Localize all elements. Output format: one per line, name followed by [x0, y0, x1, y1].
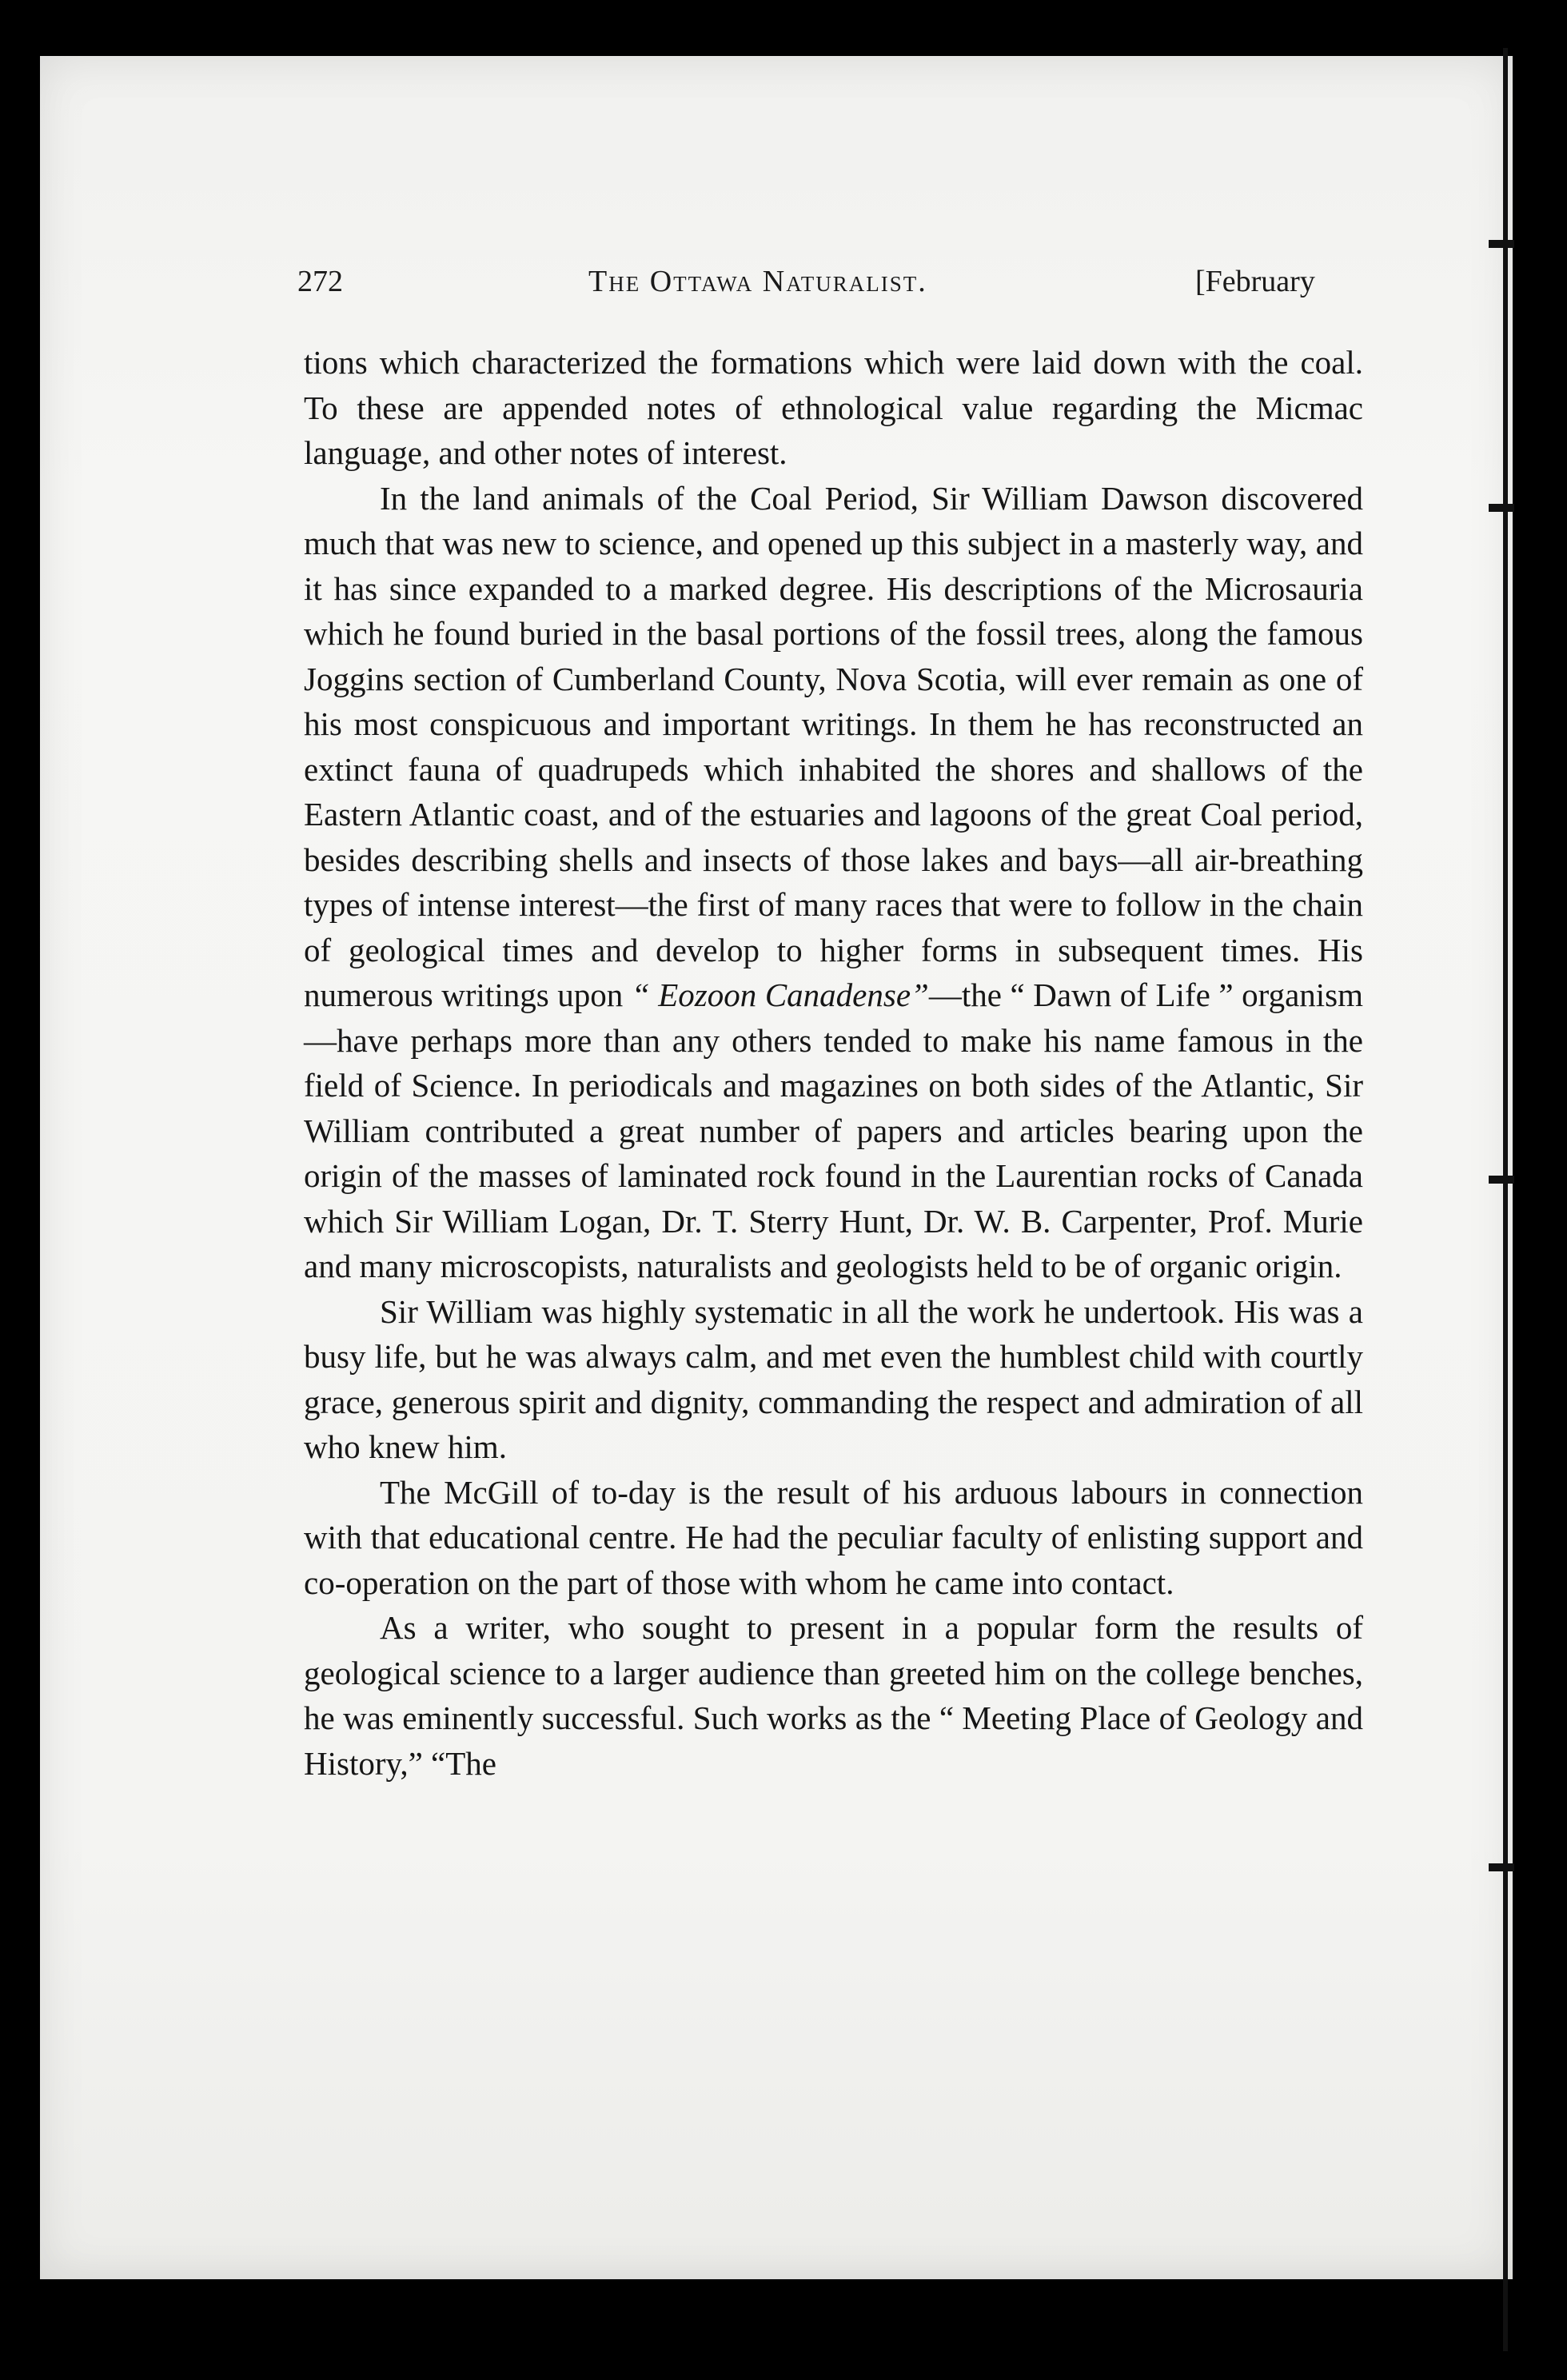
page-header	[0, 264, 1567, 304]
paragraph	[304, 476, 1363, 1289]
paragraph: tions which characterized the formations which were laid down with the coal. To these are appended notes of ethnological value regarding the Micmac language, and other notes of interest.	[304, 344, 1363, 471]
edge-tick-mark	[1489, 1863, 1514, 1871]
edge-tick-mark	[1489, 1176, 1514, 1184]
paragraph-text: In the land animals of the Coal Period, Sir William Dawson discovered much that was new to science, and opened up this subject in a masterly way, and it has since expanded to a marked degree. His descriptions of the Microsauria which he found buried in the basal portions of the fossil trees, along the famous Joggins section of Cumberland County, Nova Scotia, will ever remain as one of his most conspicuous and important writings. In them he has reconstructed an extinct fauna of quadrupeds which inhabited the shores and shallows of the Eastern Atlantic coast, and of the estuaries and lagoons of the great Coal period, besides describing shells and insects of those lakes and bays—all air-breathing types of intense interest—the first of many races that were to follow in the chain of geological times and develop to higher forms in subsequent times. His numerous writings upon	[304, 479, 1363, 1013]
italic-title: “ Eozoon Canadense”	[631, 976, 929, 1013]
body-text	[304, 340, 1363, 1786]
paragraph: As a writer, who sought to present in a popular form the results of geological science to a larger audience than greeted him on the college benches, he was eminently successful. Such works as the “ Meeting Place of Geology and History,” “The	[304, 1609, 1363, 1782]
paragraph: Sir William was highly systematic in all the work he undertook. His was a busy life, but he was always calm, and met even the humblest child with courtly grace, generous spirit and dignity, commanding the respect and admiration of all who knew him.	[304, 1292, 1363, 1465]
paragraph: The McGill of to-day is the result of his arduous labours in connection with that educational centre. He had the peculiar faculty of enlisting support and co-operation on the part of those with whom he came into contact.	[304, 1473, 1363, 1601]
paragraph-text: —the “ Dawn of Life ” organism—have perhaps more than any others tended to make his name famous in the field of Science. In periodicals and magazines on both sides of the Atlantic, Sir William contributed a great number of papers and articles bearing upon the origin of the masses of laminated rock found in the Laurentian rocks of Canada which Sir William Logan, Dr. T. Sterry Hunt, Dr. W. B. Carpenter, Prof. Murie and many microscopists, naturalists and geologists held to be of organic origin.	[304, 976, 1364, 1284]
edge-tick-mark	[1489, 240, 1514, 248]
running-title: The Ottawa Naturalist.	[588, 265, 927, 298]
issue-month: [February	[1195, 265, 1315, 298]
page-number: 272	[297, 265, 343, 298]
edge-tick-mark	[1489, 504, 1514, 512]
binding-edge-line	[1503, 48, 1508, 2351]
